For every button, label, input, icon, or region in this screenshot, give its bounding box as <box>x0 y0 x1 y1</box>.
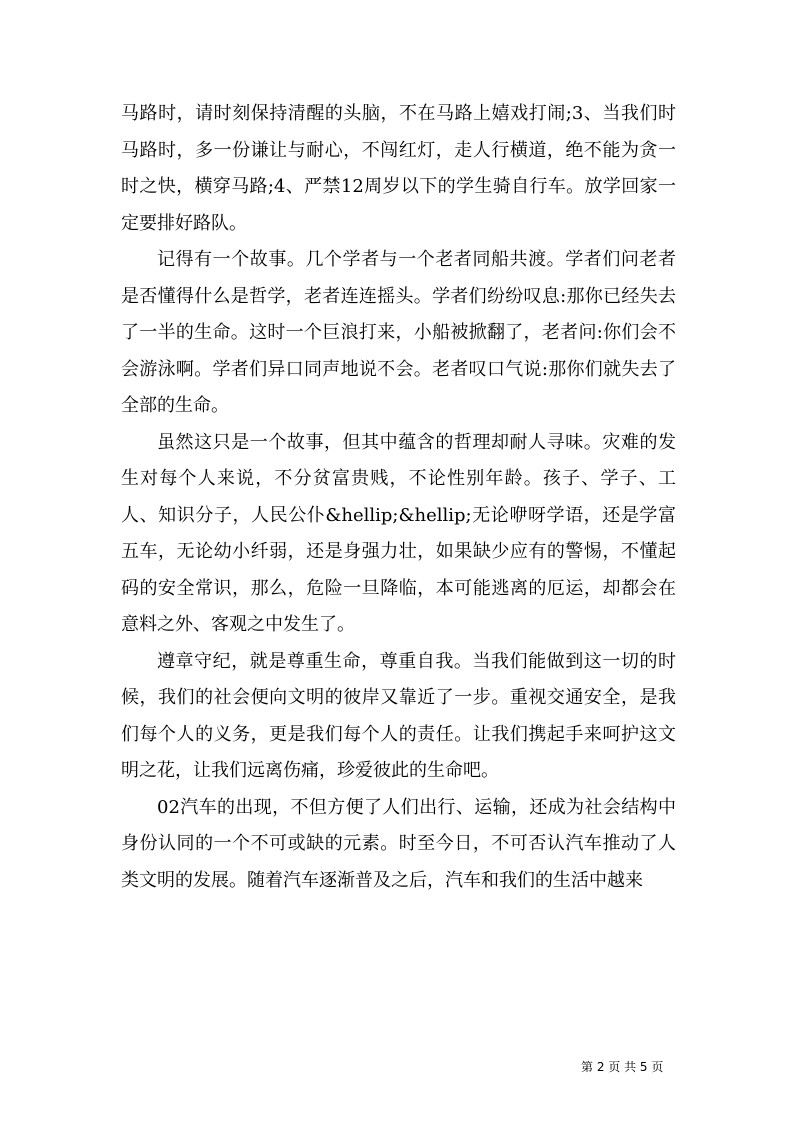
paragraph-5: 02汽车的出现，不但方便了人们出行、运输，还成为社会结构中身份认同的一个不可或缺的元素。时至今日，不可否认汽车推动了人类文明的发展。随着汽车逐渐普及之后，汽车和我们的生活中越来 <box>121 796 676 891</box>
document-body <box>121 96 676 899</box>
paragraph-3: 虽然这只是一个故事，但其中蕴含的哲理却耐人寻味。灾难的发生对每个人来说，不分贫富贵贱，不论性别年龄。孩子、学子、工人、知识分子，人民公仆&hellip;&hellip;无论咿呀学语，还是学富五车，无论幼小纤弱，还是身强力壮，如果缺少应有的警惕，不懂起码的安全常识，那么，危险一旦降临，本可能逃离的厄运，却都会在意料之外、客观之中发生了。 <box>121 431 676 635</box>
paragraph-1: 马路时，请时刻保持清醒的头脑，不在马路上嬉戏打闹;3、当我们时马路时，多一份谦让与耐心，不闯红灯，走人行横道，绝不能为贪一时之快，横穿马路;4、严禁12周岁以下的学生骑自行车。放学回家一定要排好路队。 <box>121 103 676 234</box>
page-number-footer: 第 2 页 共 5 页 <box>581 1060 664 1074</box>
paragraph-2: 记得有一个故事。几个学者与一个老者同船共渡。学者们问老者是否懂得什么是哲学，老者连连摇头。学者们纷纷叹息:那你已经失去了一半的生命。这时一个巨浪打来，小船被掀翻了，老者问:你们会不会游泳啊。学者们异口同声地说不会。老者叹口气说:那你们就失去了全部的生命。 <box>121 249 676 416</box>
paragraph-4: 遵章守纪，就是尊重生命，尊重自我。当我们能做到这一切的时候，我们的社会便向文明的彼岸又靠近了一步。重视交通安全，是我们每个人的义务，更是我们每个人的责任。让我们携起手来呵护这文明之花，让我们远离伤痛，珍爱彼此的生命吧。 <box>121 650 676 781</box>
